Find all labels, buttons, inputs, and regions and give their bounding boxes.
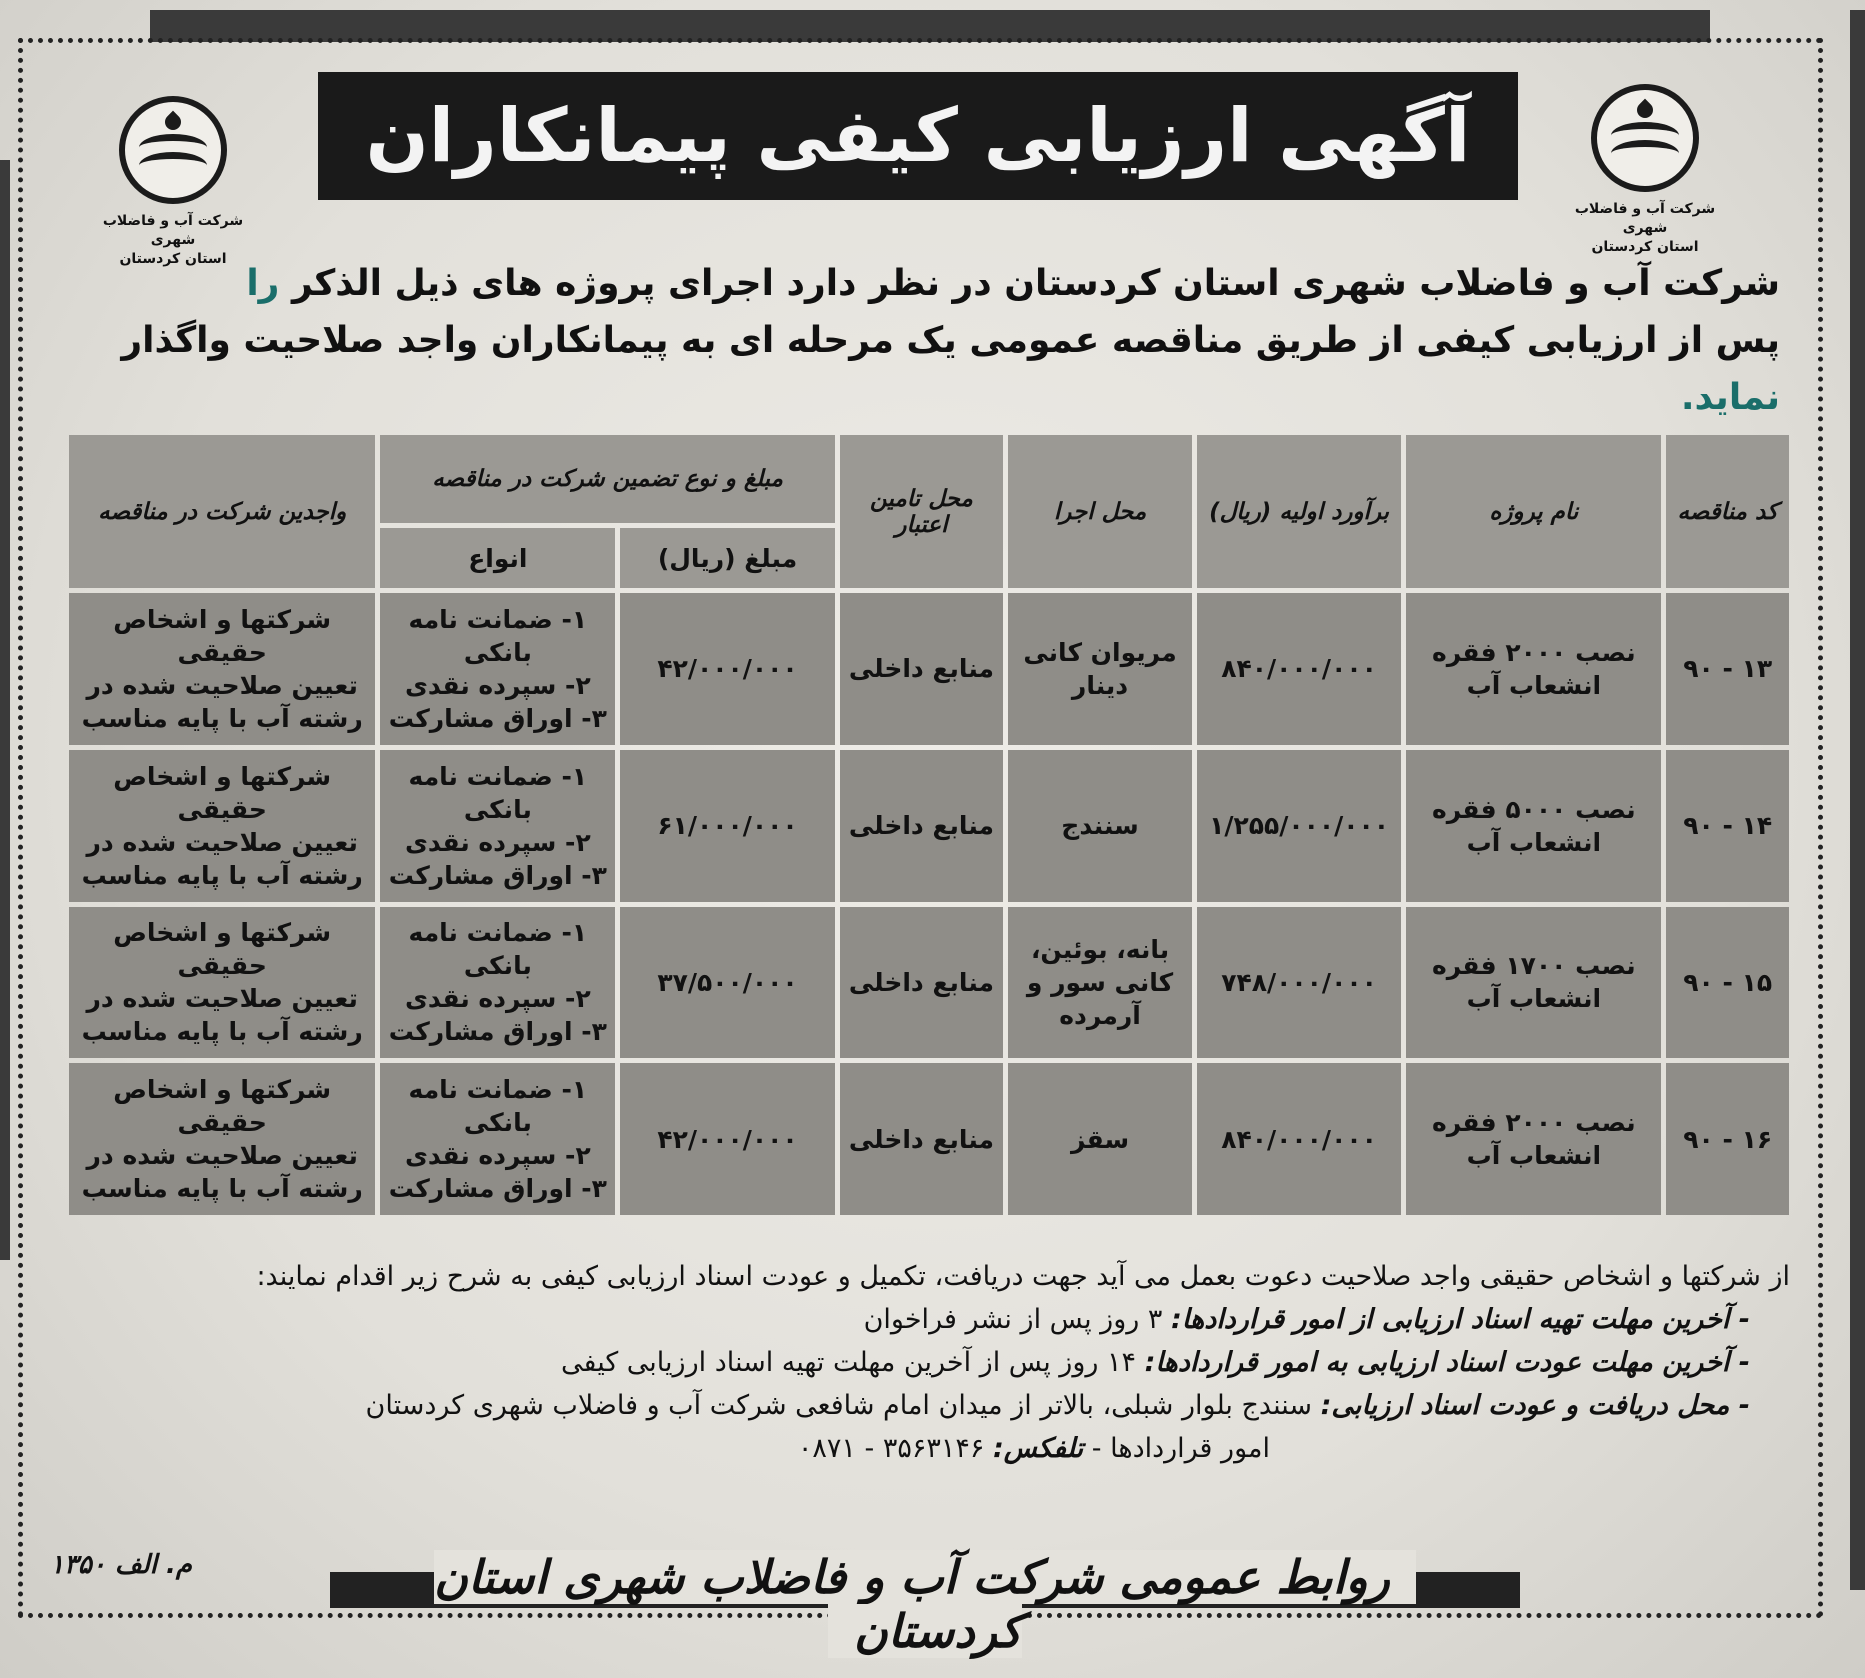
amount-cell-text: ۴۲/۰۰۰/۰۰۰ bbox=[657, 1124, 798, 1154]
header-project: نام پروژه bbox=[1406, 435, 1661, 588]
funding-cell-text: منابع داخلی bbox=[848, 811, 994, 841]
types-cell-text: ۲- سپرده نقدی bbox=[404, 670, 591, 700]
header-types: انواع bbox=[380, 528, 615, 588]
code-cell-text: ۱۴ - ۹۰ bbox=[1683, 811, 1773, 841]
code-cell bbox=[1666, 907, 1789, 1059]
project-cell-text: نصب ۲۰۰۰ فقره انشعاب آب bbox=[1432, 1108, 1636, 1171]
company-logo-right bbox=[1560, 84, 1730, 284]
amount-cell bbox=[620, 750, 834, 902]
types-cell-text: ۱- ضمانت نامه بانکی bbox=[408, 761, 588, 824]
code-cell bbox=[1666, 750, 1789, 902]
logo-caption: شرکت آب و فاضلاب شهری استان کردستان bbox=[1574, 201, 1716, 255]
types-cell bbox=[380, 750, 615, 902]
types-cell-text: ۲- سپرده نقدی bbox=[404, 1141, 591, 1171]
code-cell-text: ۱۵ - ۹۰ bbox=[1683, 967, 1773, 997]
header-code: کد مناقصه bbox=[1666, 435, 1789, 588]
project-cell bbox=[1406, 593, 1661, 745]
location-cell bbox=[1008, 750, 1192, 902]
estimate-cell-text: ۷۴۸/۰۰۰/۰۰۰ bbox=[1221, 967, 1377, 997]
types-cell-text: ۳- اوراق مشارکت bbox=[388, 1174, 607, 1204]
delivery-place: - محل دریافت و عودت اسناد ارزیابی: سنندج بلوار شبلی، بالاتر از میدان امام شافعی شرکت آب و فاضلاب شهری کردستان bbox=[365, 1390, 1750, 1421]
header-guarantee: مبلغ و نوع تضمین شرکت در مناقصه bbox=[380, 435, 834, 523]
scan-shadow-right bbox=[1850, 10, 1865, 1590]
logo-caption: شرکت آب و فاضلاب شهری استان کردستان bbox=[102, 213, 244, 267]
location-cell-text: سقز bbox=[1070, 1124, 1130, 1154]
contact-line: امور قراردادها - تلفکس: ۳۵۶۳۱۴۶ - ۰۸۷۱ bbox=[797, 1433, 1270, 1464]
estimate-cell bbox=[1197, 750, 1401, 902]
funding-cell bbox=[840, 750, 1003, 902]
water-wave-icon bbox=[1591, 84, 1699, 192]
code-cell bbox=[1666, 593, 1789, 745]
page-title: آگهی ارزیابی کیفی پیمانکاران bbox=[318, 72, 1518, 200]
deadline-prepare: - آخرین مهلت تهیه اسناد ارزیابی از امور قراردادها: ۳ روز پس از نشر فراخوان bbox=[863, 1304, 1750, 1335]
table-row bbox=[69, 907, 1789, 1059]
estimate-cell-text: ۸۴۰/۰۰۰/۰۰۰ bbox=[1221, 1124, 1377, 1154]
types-cell-text: ۱- ضمانت نامه بانکی bbox=[408, 604, 588, 667]
eligibility-cell bbox=[69, 593, 375, 745]
code-cell bbox=[1666, 1063, 1789, 1215]
table-row bbox=[69, 1063, 1789, 1215]
header-amount: مبلغ (ریال) bbox=[620, 528, 834, 588]
types-cell-text: ۳- اوراق مشارکت bbox=[388, 860, 607, 890]
project-cell bbox=[1406, 1063, 1661, 1215]
header-eligibility: واجدین شرکت در مناقصه bbox=[69, 435, 375, 588]
funding-cell bbox=[840, 907, 1003, 1059]
eligibility-cell-text: تعیین صلاحیت شده در bbox=[86, 984, 358, 1014]
eligibility-cell-text: رشته آب با پایه مناسب bbox=[81, 1017, 363, 1047]
project-cell bbox=[1406, 907, 1661, 1059]
funding-cell bbox=[840, 1063, 1003, 1215]
location-cell-text: بانه، بوئین، کانی سور و آرمرده bbox=[1026, 934, 1174, 1030]
header-estimate: برآورد اولیه (ریال) bbox=[1197, 435, 1401, 588]
types-cell bbox=[380, 907, 615, 1059]
table-row bbox=[69, 593, 1789, 745]
project-cell-text: نصب ۵۰۰۰ فقره انشعاب آب bbox=[1432, 794, 1636, 857]
amount-cell-text: ۳۷/۵۰۰/۰۰۰ bbox=[657, 967, 798, 997]
estimate-cell-text: ۱/۲۵۵/۰۰۰/۰۰۰ bbox=[1209, 811, 1390, 841]
location-cell-text: سنندج bbox=[1061, 811, 1139, 841]
eligibility-cell-text: تعیین صلاحیت شده در bbox=[86, 827, 358, 857]
eligibility-cell-text: رشته آب با پایه مناسب bbox=[81, 860, 363, 890]
water-wave-icon bbox=[119, 96, 227, 204]
types-cell-text: ۳- اوراق مشارکت bbox=[388, 703, 607, 733]
invitation-text: از شرکتها و اشخاص حقیقی واجد صلاحیت دعوت بعمل می آید جهت دریافت، تکمیل و عودت اسناد ارزیابی کیفی به شرح زیر اقدام نمایند: bbox=[256, 1261, 1790, 1292]
funding-cell bbox=[840, 593, 1003, 745]
scan-shadow-left bbox=[0, 160, 10, 1260]
types-cell-text: ۲- سپرده نقدی bbox=[404, 984, 591, 1014]
project-cell bbox=[1406, 750, 1661, 902]
estimate-cell-text: ۸۴۰/۰۰۰/۰۰۰ bbox=[1221, 654, 1377, 684]
funding-cell-text: منابع داخلی bbox=[848, 967, 994, 997]
code-cell-text: ۱۶ - ۹۰ bbox=[1683, 1124, 1773, 1154]
table-row bbox=[69, 750, 1789, 902]
eligibility-cell-text: شرکتها و اشخاص حقیقی bbox=[113, 918, 332, 981]
types-cell bbox=[380, 593, 615, 745]
estimate-cell bbox=[1197, 907, 1401, 1059]
types-cell-text: ۳- اوراق مشارکت bbox=[388, 1017, 607, 1047]
types-cell bbox=[380, 1063, 615, 1215]
location-cell-text: مریوان کانی دینار bbox=[1023, 637, 1177, 700]
types-cell-text: ۱- ضمانت نامه بانکی bbox=[408, 918, 588, 981]
instructions bbox=[70, 1255, 1790, 1470]
reference-number: م. الف ۱۳۵۰ bbox=[50, 1550, 192, 1580]
signature: روابط عمومی شرکت آب و فاضلاب شهری استان کردستان bbox=[330, 1550, 1520, 1620]
amount-cell bbox=[620, 907, 834, 1059]
funding-cell-text: منابع داخلی bbox=[848, 1124, 994, 1154]
types-cell-text: ۲- سپرده نقدی bbox=[404, 827, 591, 857]
amount-cell bbox=[620, 1063, 834, 1215]
funding-cell-text: منابع داخلی bbox=[848, 654, 994, 684]
eligibility-cell bbox=[69, 907, 375, 1059]
amount-cell-text: ۶۱/۰۰۰/۰۰۰ bbox=[657, 811, 798, 841]
code-cell-text: ۱۳ - ۹۰ bbox=[1683, 654, 1773, 684]
tender-table bbox=[64, 430, 1794, 1220]
types-cell-text: ۱- ضمانت نامه بانکی bbox=[408, 1075, 588, 1138]
estimate-cell bbox=[1197, 593, 1401, 745]
intro-paragraph: شرکت آب و فاضلاب شهری استان کردستان در نظر دارد اجرای پروژه های ذیل الذکر را پس از ارزیابی کیفی از طریق مناقصه عمومی یک مرحله ای به پیمانکاران واجد صلاحیت واگذار نماید. bbox=[121, 263, 1780, 418]
location-cell bbox=[1008, 593, 1192, 745]
location-cell bbox=[1008, 907, 1192, 1059]
eligibility-cell-text: رشته آب با پایه مناسب bbox=[81, 1174, 363, 1204]
header-location: محل اجرا bbox=[1008, 435, 1192, 588]
eligibility-cell-text: شرکتها و اشخاص حقیقی bbox=[113, 604, 332, 667]
eligibility-cell bbox=[69, 1063, 375, 1215]
location-cell bbox=[1008, 1063, 1192, 1215]
estimate-cell bbox=[1197, 1063, 1401, 1215]
header-funding: محل تامین اعتبار bbox=[840, 435, 1003, 588]
eligibility-cell bbox=[69, 750, 375, 902]
eligibility-cell-text: تعیین صلاحیت شده در bbox=[86, 1141, 358, 1171]
amount-cell bbox=[620, 593, 834, 745]
deadline-return: - آخرین مهلت عودت اسناد ارزیابی به امور قراردادها: ۱۴ روز پس از آخرین مهلت تهیه اسناد ارزیابی کیفی bbox=[561, 1347, 1750, 1378]
eligibility-cell-text: شرکتها و اشخاص حقیقی bbox=[113, 1075, 332, 1138]
project-cell-text: نصب ۲۰۰۰ فقره انشعاب آب bbox=[1432, 637, 1636, 700]
eligibility-cell-text: شرکتها و اشخاص حقیقی bbox=[113, 761, 332, 824]
eligibility-cell-text: رشته آب با پایه مناسب bbox=[81, 703, 363, 733]
eligibility-cell-text: تعیین صلاحیت شده در bbox=[86, 670, 358, 700]
amount-cell-text: ۴۲/۰۰۰/۰۰۰ bbox=[657, 654, 798, 684]
project-cell-text: نصب ۱۷۰۰ فقره انشعاب آب bbox=[1432, 951, 1636, 1014]
